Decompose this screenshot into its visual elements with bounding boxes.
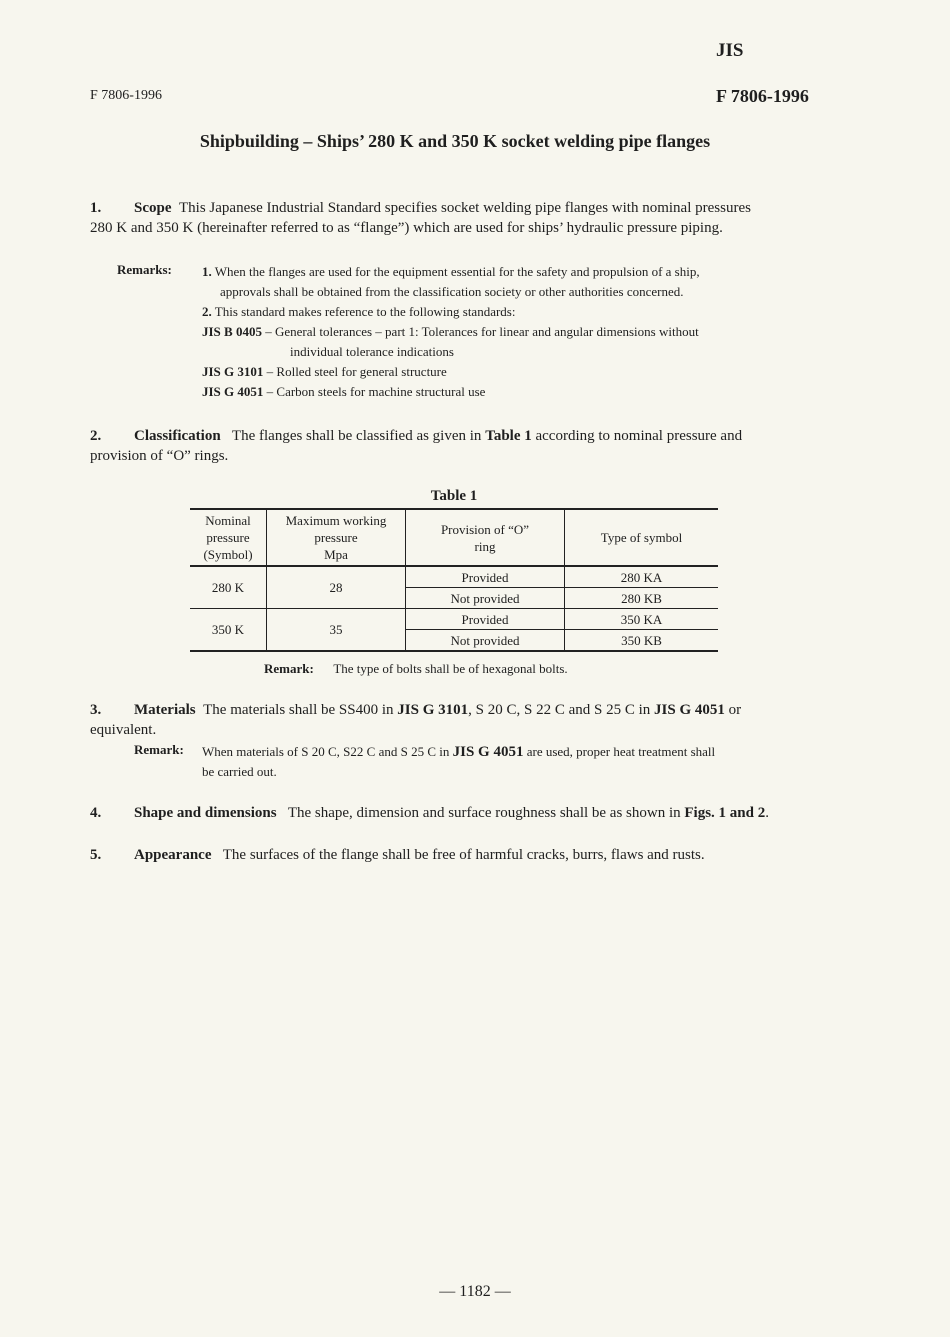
cell-type: 350 KB: [565, 630, 719, 652]
section-heading: Appearance: [134, 847, 212, 863]
remark-number: 1.: [202, 264, 212, 279]
reference-jis-g-3101: [202, 362, 824, 382]
section-shape-dimensions: [90, 803, 826, 823]
header-text: pressure: [314, 530, 358, 545]
reference-jis-b-0405: [202, 322, 824, 342]
section-heading: Classification: [134, 428, 221, 444]
jis-reference: JIS G 3101: [397, 702, 469, 718]
cell-o-ring: Provided: [406, 609, 565, 630]
reference-text: – Rolled steel for general structure: [266, 364, 447, 379]
cell-pressure: 28: [267, 566, 406, 609]
classification-text-b: according to nominal pressure and: [535, 428, 743, 444]
section-heading: Materials: [134, 702, 196, 718]
cell-o-ring: Not provided: [406, 588, 565, 609]
materials-remark: [202, 742, 824, 782]
shape-text-b: .: [765, 805, 769, 821]
remark-2-text: This standard makes reference to the following standards:: [214, 304, 516, 319]
table-1: [190, 508, 718, 652]
section-number: 5.: [90, 847, 102, 863]
section-appearance: [90, 845, 826, 865]
materials-text-2: equivalent.: [90, 722, 157, 738]
materials-remark-text-a: When materials of S 20 C, S22 C and S 25 C in: [202, 744, 450, 759]
materials-text-a: The materials shall be SS400 in: [203, 702, 394, 718]
reference-jis-g-4051: [202, 382, 824, 402]
header-type-of-symbol: Type of symbol: [565, 509, 719, 566]
section-scope: [90, 198, 826, 238]
header-text: Nominal: [205, 513, 251, 528]
header-o-ring: [406, 509, 565, 566]
cell-type: 350 KA: [565, 609, 719, 630]
remark-1-line-1: [202, 262, 824, 282]
remark-number: 2.: [202, 304, 212, 319]
classification-line-1: [90, 426, 826, 446]
shape-text-a: The shape, dimension and surface roughness shall be as shown in: [287, 805, 681, 821]
materials-remark-text-2: be carried out.: [202, 764, 277, 779]
header-text: Maximum working: [285, 513, 387, 528]
reference-text-cont: individual tolerance indications: [290, 344, 454, 359]
jis-mark: JIS: [716, 40, 744, 61]
cell-type: 280 KB: [565, 588, 719, 609]
cell-nominal: 280 K: [190, 566, 267, 609]
section-materials: [90, 700, 826, 740]
standard-code-right: F 7806-1996: [716, 86, 809, 106]
section-number: 2.: [90, 428, 102, 444]
standard-code-left: F 7806-1996: [90, 88, 162, 103]
materials-remark-line-1: [202, 742, 824, 762]
remarks-label: Remarks:: [117, 262, 172, 277]
section-heading: Scope: [134, 200, 172, 216]
materials-text-c: or: [728, 702, 742, 718]
materials-remark-label: Remark:: [134, 742, 184, 757]
materials-remark-text-b: are used, proper heat treatment shall: [526, 744, 716, 759]
section-number: 3.: [90, 702, 102, 718]
table-header-row: [190, 509, 718, 566]
section-number: 1.: [90, 200, 102, 216]
jis-reference: JIS G 4051: [654, 702, 725, 718]
table-remark-text: The type of bolts shall be of hexagonal bolts.: [333, 661, 568, 676]
reference-text: – Carbon steels for machine structural use: [266, 384, 486, 399]
appearance-text: The surfaces of the flange shall be free of harmful cracks, burrs, flaws and rusts.: [222, 847, 705, 863]
table-row: [190, 566, 718, 588]
cell-nominal: 350 K: [190, 609, 267, 652]
header-nominal-pressure: [190, 509, 267, 566]
remark-1-text-2: approvals shall be obtained from the classification society or other authorities concerned.: [220, 284, 684, 299]
reference-code: JIS G 3101: [202, 364, 264, 379]
remarks-block: [202, 262, 824, 402]
remark-2: [202, 302, 824, 322]
jis-reference: JIS G 4051: [452, 744, 524, 760]
header-text: ring: [474, 538, 496, 554]
figure-reference: Figs. 1 and 2: [684, 805, 766, 821]
materials-text-b: , S 20 C, S 22 C and S 25 C in: [468, 702, 651, 718]
header-text: Mpa: [324, 547, 348, 562]
table-reference: Table 1: [485, 428, 532, 444]
scope-line-1: [90, 198, 826, 218]
reference-code: JIS B 0405: [202, 324, 262, 339]
document-title: Shipbuilding – Ships’ 280 K and 350 K socket welding pipe flanges: [199, 131, 711, 151]
reference-code: JIS G 4051: [202, 384, 264, 399]
cell-type: 280 KA: [565, 566, 719, 588]
section-heading: Shape and dimensions: [134, 805, 277, 821]
cell-o-ring: Provided: [406, 566, 565, 588]
cell-o-ring: Not provided: [406, 630, 565, 652]
page-number: — 1182 —: [439, 1283, 511, 1300]
scope-text-1: This Japanese Industrial Standard specifies socket welding pipe flanges with nominal pressures: [179, 200, 751, 216]
scope-text-2: 280 K and 350 K (hereinafter referred to as “flange”) which are used for ships’ hydraulic pressure piping.: [90, 220, 723, 236]
header-text: (Symbol): [203, 547, 253, 562]
table-remark-label: Remark:: [264, 661, 314, 676]
classification-text-2: provision of “O” rings.: [90, 448, 229, 464]
header-max-working-pressure: [267, 509, 406, 566]
header-text: pressure: [206, 530, 250, 545]
section-number: 4.: [90, 805, 102, 821]
table-remark: [264, 659, 568, 679]
table-row: [190, 609, 718, 630]
cell-pressure: 35: [267, 609, 406, 652]
header-text: Provision of “O”: [440, 521, 530, 537]
classification-text-a: The flanges shall be classified as given in: [231, 428, 482, 444]
section-classification: [90, 426, 826, 466]
remark-1-text-1: When the flanges are used for the equipment essential for the safety and propulsion of a ship,: [214, 264, 700, 279]
reference-text: – General tolerances – part 1: Tolerances for linear and angular dimensions without: [265, 324, 699, 339]
materials-line-1: [90, 700, 826, 720]
table-title: Table 1: [430, 488, 478, 504]
